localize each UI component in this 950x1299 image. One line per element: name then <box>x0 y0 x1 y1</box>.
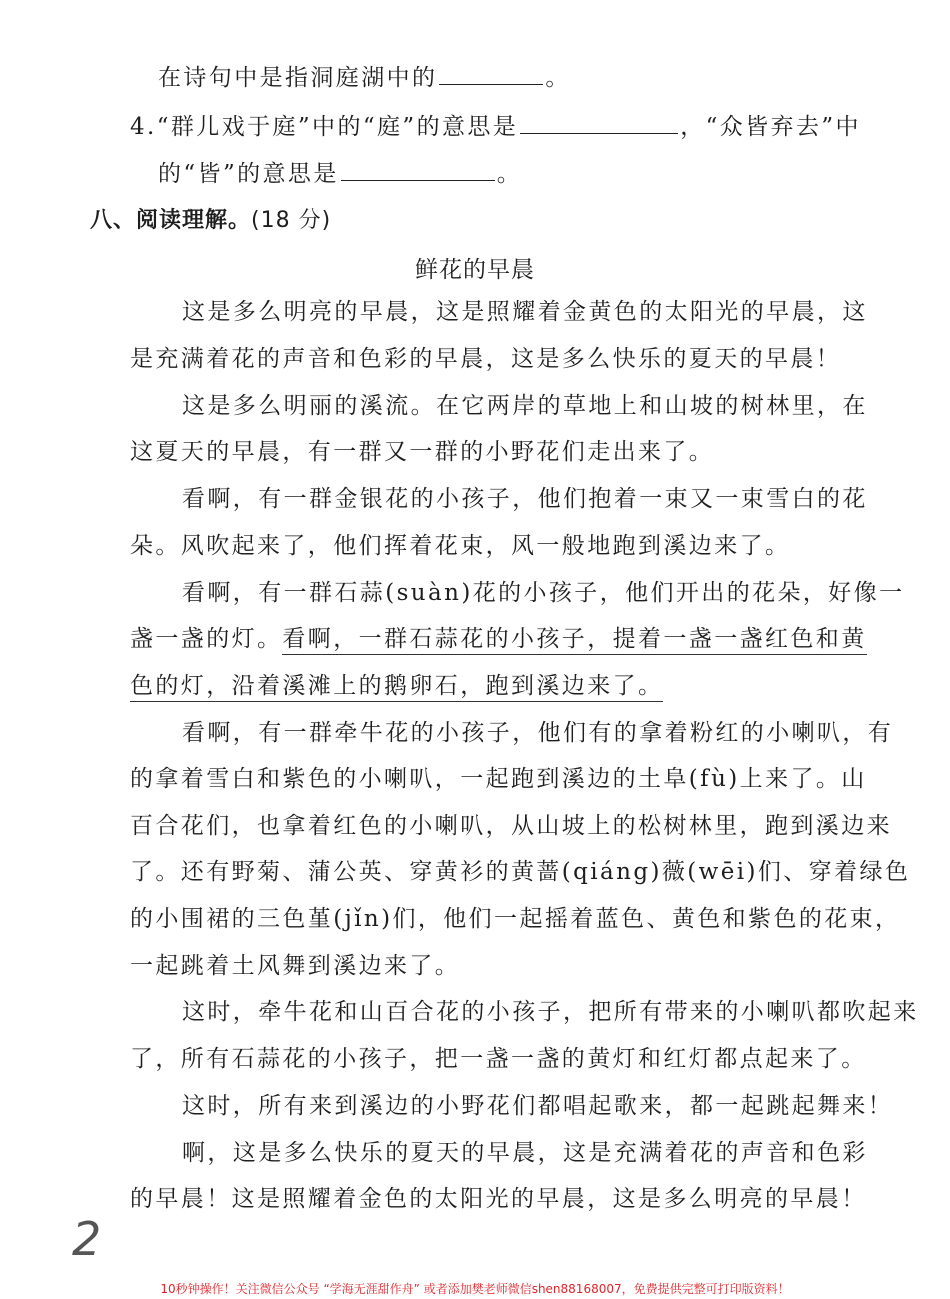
passage-line: 的拿着雪白和紫色的小喇叭，一起跑到溪边的土阜(fù)上来了。山 <box>130 766 867 792</box>
question-3-end: 。 <box>545 65 571 91</box>
passage-line: 看啊，有一群石蒜(suàn)花的小孩子，他们开出的花朵，好像一 <box>182 580 905 606</box>
passage-line: 这时，牵牛花和山百合花的小孩子，把所有带来的小喇叭都吹起来 <box>182 999 919 1025</box>
question-4-text-b: ，“众皆弃去”中 <box>680 114 861 140</box>
passage-line: 的早晨！这是照耀着金色的太阳光的早晨，这是多么明亮的早晨！ <box>130 1186 867 1212</box>
question-3-text: 在诗句中是指洞庭湖中的 <box>158 65 438 91</box>
passage-line: 朵。风吹起来了，他们挥着花束，风一般地跑到溪边来了。 <box>130 533 791 559</box>
question-4-text-c: 的“皆”的意思是 <box>158 161 339 187</box>
question-4-end: 。 <box>496 161 523 187</box>
passage-line: 这是多么明丽的溪流。在它两岸的草地上和山坡的树林里，在 <box>182 393 868 419</box>
footer-promo-text: 10秒钟操作！关注微信公众号 “学海无涯甜作舟” 或者添加樊老师微信shen88168007，免费提供完整可打印版资料！ <box>160 1282 790 1296</box>
passage-line: 百合花们，也拿着红色的小喇叭，从山坡上的松树林里，跑到溪边来 <box>130 813 892 839</box>
passage-title: 鲜花的早晨 <box>415 257 535 283</box>
section-title: 八、阅读理解。 <box>90 208 252 233</box>
passage-line: 这是多么明亮的早晨，这是照耀着金黄色的太阳光的早晨，这 <box>182 299 868 325</box>
passage-line: 是充满着花的声音和色彩的早晨，这是多么快乐的夏天的早晨！ <box>130 346 842 372</box>
question-4-line-2 <box>158 158 522 189</box>
passage-line: 看啊，有一群金银花的小孩子，他们抱着一束又一束雪白的花 <box>182 486 868 512</box>
underlined-sentence-part-2: 色的灯，沿着溪滩上的鹅卵石，跑到溪边来了。 <box>130 673 663 702</box>
answer-blank-4a[interactable] <box>520 111 678 134</box>
passage-line: 这时，所有来到溪边的小野花们都唱起歌来，都一起跳起舞来！ <box>182 1093 894 1119</box>
passage-line-with-underline <box>130 624 867 654</box>
passage-line: 的小围裙的三色堇(jǐn)们，他们一起摇着蓝色、黄色和紫色的花束， <box>130 906 901 932</box>
passage-text: 盏一盏的灯。 <box>130 626 283 652</box>
page-number: 2 <box>72 1212 102 1266</box>
passage-line: 了，所有石蒜花的小孩子，把一盏一盏的黄灯和红灯都点起来了。 <box>130 1046 867 1072</box>
question-4-text-a: 4.“群儿戏于庭”中的“庭”的意思是 <box>130 114 519 140</box>
underlined-sentence-part-1: 看啊，一群石蒜花的小孩子，提着一盏一盏红色和黄 <box>282 626 866 655</box>
passage-line-underlined <box>130 671 663 701</box>
passage-line: 一起跳着土风舞到溪边来了。 <box>130 953 461 979</box>
passage-line: 看啊，有一群牵牛花的小孩子，他们有的拿着粉红的小喇叭，有 <box>182 720 894 746</box>
passage-line: 了。还有野菊、蒲公英、穿黄衫的黄蔷(qiáng)薇(wēi)们、穿着绿色 <box>130 859 911 885</box>
answer-blank-3[interactable] <box>439 62 543 85</box>
question-4-line-1 <box>130 111 861 142</box>
answer-blank-4b[interactable] <box>341 158 495 181</box>
section-heading <box>90 203 331 234</box>
question-3-tail <box>158 62 571 93</box>
passage-line: 啊，这是多么快乐的夏天的早晨，这是充满着花的声音和色彩 <box>182 1140 868 1166</box>
section-points: (18 分) <box>251 208 332 233</box>
passage-line: 这夏天的早晨，有一群又一群的小野花们走出来了。 <box>130 439 715 465</box>
